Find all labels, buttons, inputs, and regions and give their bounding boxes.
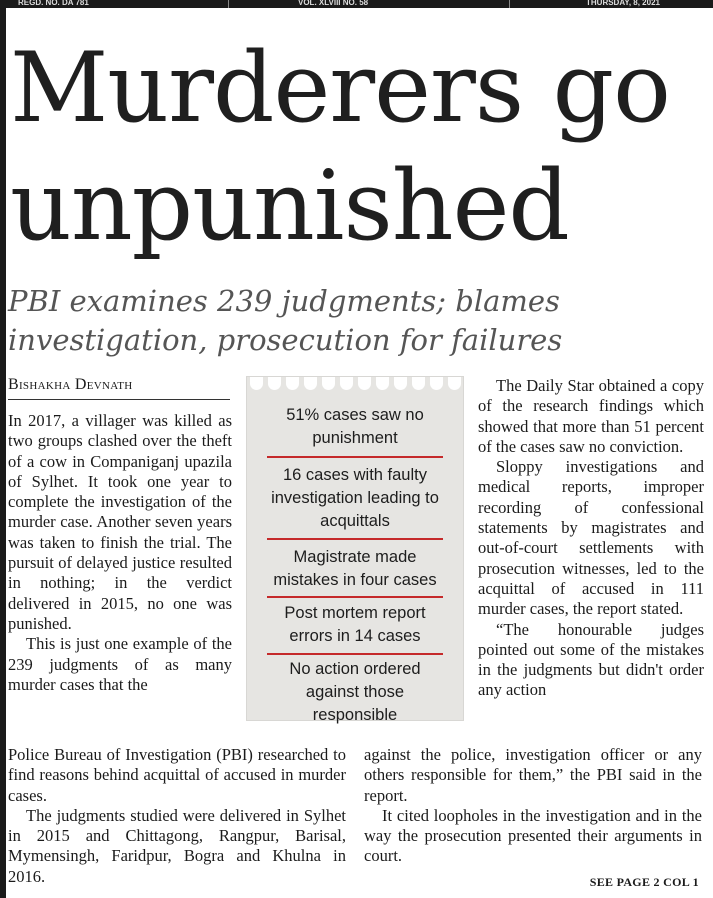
factbox-divider <box>267 456 443 458</box>
registration-number: REGD. NO. DA 781 <box>18 0 89 7</box>
paragraph: The judgments studied were delivered in Sylhet in 2015 and Chittagong, Rangpur, Barisal, Mymensingh, Faridpur, Bogra and Khulna in 2016. <box>8 805 346 886</box>
factbox-item: No action ordered against those responsible <box>289 660 421 724</box>
factbox-scalloped-edge <box>247 377 463 394</box>
paragraph: The Daily Star obtained a copy of the research findings which showed that more than 51 percent of the cases saw no conviction. <box>478 376 704 456</box>
headline-line-2: unpunished <box>10 150 569 262</box>
subheadline: PBI examines 239 judgments; blames investigation, prosecution for failures <box>8 284 563 357</box>
factbox-divider <box>267 596 443 598</box>
paragraph: against the police, investigation officer or any others responsible for them,” the PBI said in the report. <box>364 745 702 805</box>
factbox-item: Post mortem report errors in 14 cases <box>284 604 426 645</box>
article-bottom-left <box>8 745 346 887</box>
masthead-divider <box>228 0 229 8</box>
factbox <box>247 377 463 724</box>
page-edge-bar <box>0 0 6 898</box>
paragraph: Police Bureau of Investigation (PBI) researched to find reasons behind acquittal of accused in murder cases. <box>8 745 346 805</box>
masthead-divider <box>509 0 510 8</box>
factbox-item: Magistrate made mistakes in four cases <box>273 548 437 589</box>
paragraph: This is just one example of the 239 judgments of as many murder cases that the <box>8 634 232 694</box>
factbox-item: 51% cases saw no punishment <box>286 406 424 447</box>
issue-date: THURSDAY, 8, 2021 <box>586 0 660 7</box>
article-column-1 <box>8 411 232 695</box>
paragraph: In 2017, a villager was killed as two groups clashed over the theft of a cow in Companiganj upazila of Sylhet. It took one year to complete the investigation of the murder case. Another seven years was taken to finish the trial. The pursuit of delayed justice resulted in nothing; in the verdict delivered in 2015, no one was punished. <box>8 411 232 633</box>
factbox-divider <box>267 653 443 655</box>
factbox-item: 16 cases with faulty investigation leading to acquittals <box>271 466 439 530</box>
headline-line-1: Murderers go <box>10 32 670 144</box>
factbox-divider <box>267 538 443 540</box>
article-column-3 <box>478 376 704 701</box>
byline: Bishakha Devnath <box>8 376 230 400</box>
masthead-strip <box>6 0 713 8</box>
paragraph: It cited loopholes in the investigation and in the way the prosecution presented their arguments in court. <box>364 805 702 866</box>
volume-number: VOL. XLVIII NO. 58 <box>298 0 369 7</box>
paragraph: “The honourable judges pointed out some of the mistakes in the judgments but didn't order any action <box>478 619 704 700</box>
continuation-link[interactable]: SEE PAGE 2 COL 1 <box>589 875 699 889</box>
paragraph: Sloppy investigations and medical reports, improper recording of confessional statements by magistrates and out-of-court settlements with prosecution witnesses, led to the acquittal of accused in 111 murder cases, the report stated. <box>478 457 704 619</box>
article-bottom-right <box>364 745 702 867</box>
